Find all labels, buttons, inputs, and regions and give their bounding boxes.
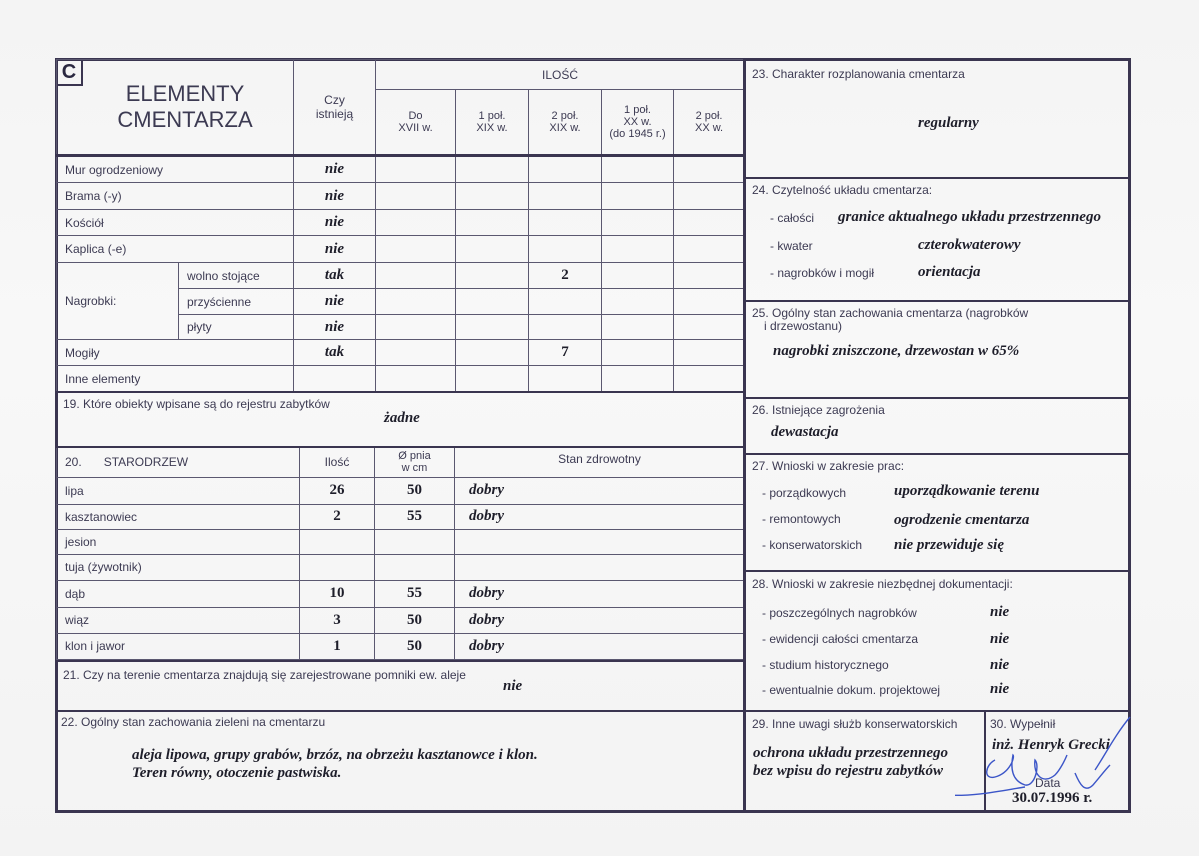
s27-item-label: - porządkowych	[762, 486, 847, 500]
date-value: 30.07.1996 r.	[1012, 790, 1093, 806]
s27-item-value: nie przewiduje się	[894, 537, 1005, 553]
tree-diameter: 50	[375, 633, 455, 659]
s20-title: STARODRZEW	[103, 455, 189, 470]
col-diameter-header: Ø pnia w cm	[375, 447, 455, 477]
exists-value: nie	[294, 210, 376, 236]
section-letter: C	[57, 60, 83, 86]
period-header: 2 poł. XIX w.	[529, 90, 602, 156]
table-row	[57, 477, 745, 504]
tree-name: dąb	[57, 580, 300, 607]
s21-label: 21. Czy na terenie cmentarza znajdują się zarejestrowane pomniki ew. aleje	[63, 668, 466, 682]
s28-item-label: - studium historycznego	[762, 658, 889, 672]
s19-label: 19. Które obiekty wpisane są do rejestru zabytków	[63, 397, 330, 411]
table-row	[57, 529, 745, 554]
s28-item-label: - poszczególnych nagrobków	[762, 606, 917, 620]
tree-health: dobry	[455, 580, 745, 607]
s28-item-value: nie	[990, 657, 1010, 673]
row-label: przyścienne	[179, 289, 294, 315]
nagrobki-label: Nagrobki:	[57, 263, 179, 340]
row-label: Kaplica (-e)	[57, 236, 294, 263]
s24-item-label: - nagrobków i mogił	[770, 266, 875, 280]
table-row	[57, 580, 745, 607]
tree-count: 2	[300, 504, 375, 529]
col-health-header: Stan zdrowotny	[455, 447, 745, 477]
s22-label: 22. Ogólny stan zachowania zieleni na cmentarzu	[61, 715, 326, 729]
tree-health: dobry	[455, 633, 745, 659]
table-row	[57, 183, 745, 210]
s28-item-value: nie	[990, 631, 1010, 647]
tree-count: 1	[300, 633, 375, 659]
exists-value: nie	[294, 315, 376, 340]
section-title-cell	[57, 60, 294, 156]
tree-count: 3	[300, 607, 375, 633]
trees-table	[56, 446, 745, 660]
s25-value: nagrobki zniszczone, drzewostan w 65%	[773, 343, 1020, 359]
s24-item-value: orientacja	[918, 264, 981, 280]
row-label: Brama (-y)	[57, 183, 294, 210]
table-row	[57, 236, 745, 263]
tree-name: wiąz	[57, 607, 300, 633]
table-row	[57, 210, 745, 236]
s28-label: 28. Wnioski w zakresie niezbędnej dokumentacji:	[752, 577, 1013, 591]
table-row	[57, 366, 745, 392]
filled-by-name: inż. Henryk Grecki	[992, 737, 1110, 753]
divider	[745, 453, 1131, 455]
tree-diameter: 55	[375, 504, 455, 529]
tree-diameter: 55	[375, 580, 455, 607]
quantity-header: ILOŚĆ	[376, 60, 745, 90]
s26-label: 26. Istniejące zagrożenia	[752, 403, 885, 417]
s29-line2: bez wpisu do rejestru zabytków	[753, 763, 944, 779]
tree-health	[455, 529, 745, 554]
divider	[745, 570, 1131, 572]
divider	[745, 397, 1131, 399]
row-label: wolno stojące	[179, 263, 294, 289]
s30-label: 30. Wypełnił	[990, 717, 1056, 731]
table-row	[57, 554, 745, 580]
s22-line1: aleja lipowa, grupy grabów, brzóz, na obrzeżu kasztanowce i klon.	[132, 747, 538, 763]
s24-item-value: granice aktualnego układu przestrzennego	[838, 209, 1101, 225]
s25-label-line2: i drzewostanu)	[764, 319, 843, 333]
s29-label: 29. Inne uwagi służb konserwatorskich	[752, 717, 958, 731]
row-label: Inne elementy	[57, 366, 294, 392]
exists-value	[294, 366, 376, 392]
period-header: 1 poł. XX w. (do 1945 r.)	[602, 90, 674, 156]
tree-name: lipa	[57, 477, 300, 504]
s27-item-label: - remontowych	[762, 512, 841, 526]
tree-health: dobry	[455, 607, 745, 633]
s25-label-line1: 25. Ogólny stan zachowania cmentarza (nagrobków	[752, 306, 1029, 320]
elements-table	[56, 59, 745, 392]
period-header: 2 poł. XX w.	[674, 90, 745, 156]
tree-name: kasztanowiec	[57, 504, 300, 529]
tree-name: klon i jawor	[57, 633, 300, 659]
tree-diameter: 50	[375, 477, 455, 504]
tree-diameter	[375, 554, 455, 580]
row-label: Mur ogrodzeniowy	[57, 156, 294, 183]
s27-label: 27. Wnioski w zakresie prac:	[752, 459, 905, 473]
tree-count: 10	[300, 580, 375, 607]
s24-label: 24. Czytelność układu cmentarza:	[752, 183, 933, 197]
signature	[955, 715, 1135, 810]
divider	[745, 710, 1131, 712]
table-row	[57, 504, 745, 529]
column-divider	[743, 59, 746, 813]
s29-line1: ochrona układu przestrzennego	[753, 745, 949, 761]
s28-item-label: - ewidencji całości cmentarza	[762, 632, 919, 646]
divider	[56, 660, 744, 662]
col-count-header: Ilość	[300, 447, 375, 477]
row-label: Kościół	[57, 210, 294, 236]
tree-health: dobry	[455, 504, 745, 529]
s28-item-label: - ewentualnie dokum. projektowej	[762, 683, 941, 697]
period-header: 1 poł. XIX w.	[456, 90, 529, 156]
s27-item-label: - konserwatorskich	[762, 538, 863, 552]
tree-name: jesion	[57, 529, 300, 554]
row-label: Mogiły	[57, 340, 294, 366]
period-header: Do XVII w.	[376, 90, 456, 156]
table-row	[57, 263, 745, 289]
s24-item-value: czterokwaterowy	[918, 237, 1021, 253]
tree-name: tuja (żywotnik)	[57, 554, 300, 580]
exists-header: Czy istnieją	[294, 60, 376, 156]
tree-health: dobry	[455, 477, 745, 504]
s24-item-label: - kwater	[770, 239, 813, 253]
s27-item-value: uporządkowanie terenu	[894, 483, 1040, 499]
exists-value: tak	[294, 263, 376, 289]
s28-item-value: nie	[990, 681, 1010, 697]
s24-item-label: - całości	[770, 211, 815, 225]
divider	[745, 177, 1131, 179]
table-row	[57, 156, 745, 183]
s23-value: regularny	[918, 115, 979, 131]
tree-count	[300, 554, 375, 580]
divider	[745, 300, 1131, 302]
title-line1: ELEMENTY	[125, 81, 245, 106]
date-label: Data	[1035, 776, 1061, 790]
tree-diameter	[375, 529, 455, 554]
s28-item-value: nie	[990, 604, 1010, 620]
tree-count: 26	[300, 477, 375, 504]
row-label: płyty	[179, 315, 294, 340]
tree-count	[300, 529, 375, 554]
count-value: 7	[529, 340, 602, 366]
exists-value: nie	[294, 289, 376, 315]
s23-label: 23. Charakter rozplanowania cmentarza	[752, 67, 965, 81]
s27-item-value: ogrodzenie cmentarza	[894, 512, 1030, 528]
table-row	[57, 607, 745, 633]
exists-value: nie	[294, 183, 376, 210]
table-row	[57, 633, 745, 659]
exists-value: tak	[294, 340, 376, 366]
exists-value: nie	[294, 236, 376, 263]
count-value: 2	[529, 263, 602, 289]
tree-diameter: 50	[375, 607, 455, 633]
s21-value: nie	[503, 678, 523, 694]
tree-health	[455, 554, 745, 580]
exists-value: nie	[294, 156, 376, 183]
table-row	[57, 340, 745, 366]
trees-title-cell	[57, 447, 300, 477]
s20-number: 20.	[65, 455, 82, 470]
s19-value: żadne	[384, 410, 420, 426]
s26-value: dewastacja	[771, 424, 839, 440]
divider	[56, 710, 744, 712]
divider	[56, 391, 744, 393]
s22-line2: Teren równy, otoczenie pastwiska.	[132, 765, 342, 781]
title-line2: CMENTARZA	[117, 107, 253, 132]
